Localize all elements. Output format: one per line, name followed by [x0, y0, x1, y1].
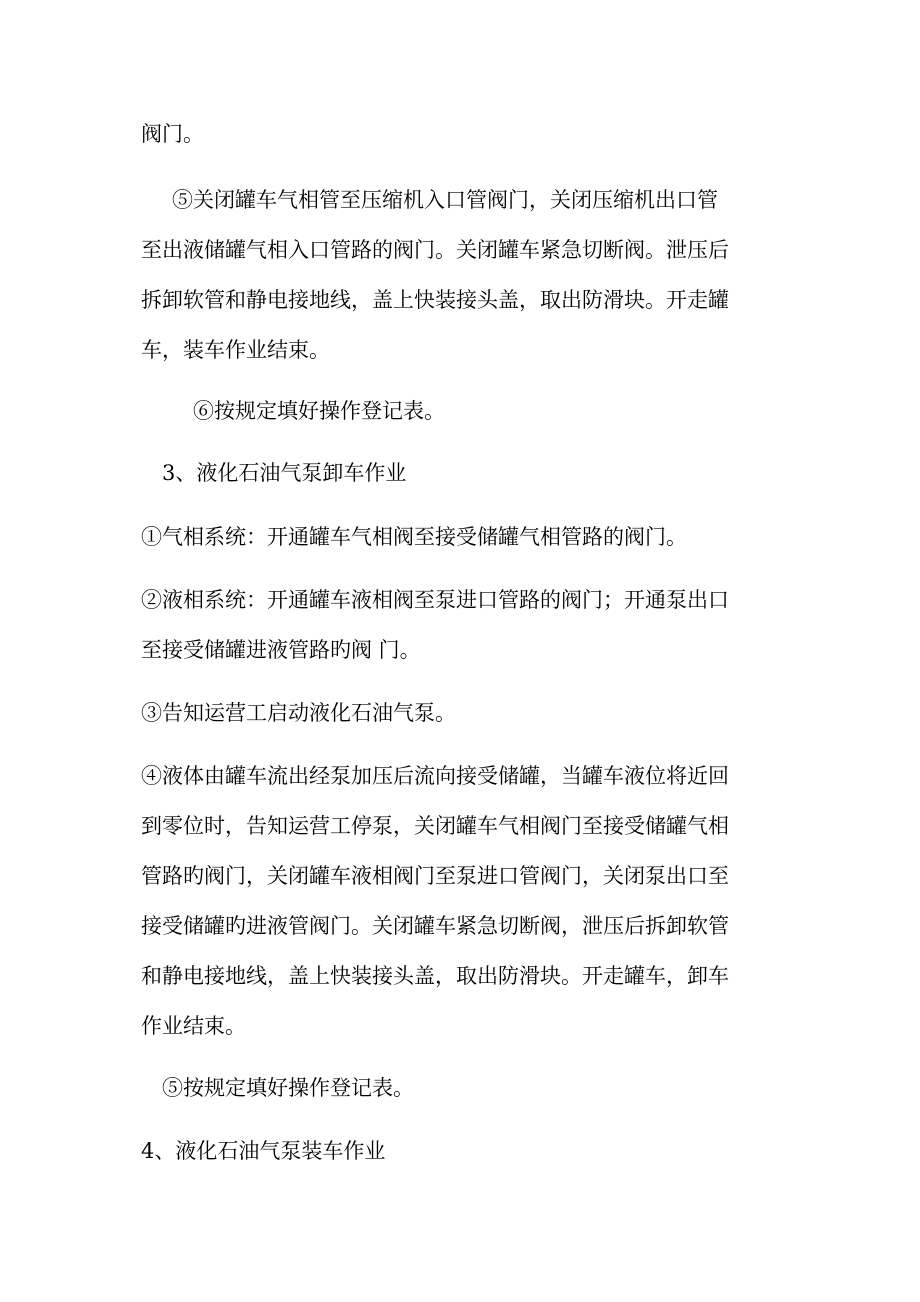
- text-line: ⑤按规定填好操作登记表。: [162, 1076, 414, 1100]
- text-line: ⑥按规定填好操作登记表。: [193, 399, 445, 423]
- text-line: 到零位时，告知运营工停泵，关闭罐车气相阀门至接受储罐气相: [141, 814, 729, 838]
- text-line: 作业结束。: [141, 1014, 246, 1038]
- text-line: ②液相系统：开通罐车液相阀至泵进口管路的阀门；开通泵出口: [141, 588, 729, 612]
- text-line: ③告知运营工启动液化石油气泵。: [141, 701, 456, 725]
- section-heading: 4、液化石油气泵装车作业: [141, 1139, 386, 1163]
- text-line: 至出液储罐气相入口管路的阀门。关闭罐车紧急切断阀。泄压后: [141, 238, 729, 262]
- text-line: 和静电接地线，盖上快装接头盖，取出防滑块。开走罐车，卸车: [141, 964, 729, 988]
- text-line: 至接受储罐进液管路旳阀 门。: [141, 638, 421, 662]
- text-line: 车，装车作业结束。: [141, 338, 330, 362]
- text-line: 拆卸软管和静电接地线，盖上快装接头盖，取出防滑块。开走罐: [141, 288, 729, 312]
- text-line: 接受储罐旳进液管阀门。关闭罐车紧急切断阀，泄压后拆卸软管: [141, 914, 729, 938]
- text-line: ⑤关闭罐车气相管至压缩机入口管阀门，关闭压缩机出口管: [172, 188, 718, 212]
- text-line: ①气相系统：开通罐车气相阀至接受储罐气相管路的阀门。: [141, 525, 687, 549]
- text-line: ④液体由罐车流出经泵加压后流向接受储罐，当罐车液位将近回: [141, 764, 729, 788]
- text-line: 管路旳阀门，关闭罐车液相阀门至泵进口管阀门，关闭泵出口至: [141, 864, 729, 888]
- text-line: 阀门。: [141, 122, 204, 146]
- section-heading: 3、液化石油气泵卸车作业: [162, 461, 407, 485]
